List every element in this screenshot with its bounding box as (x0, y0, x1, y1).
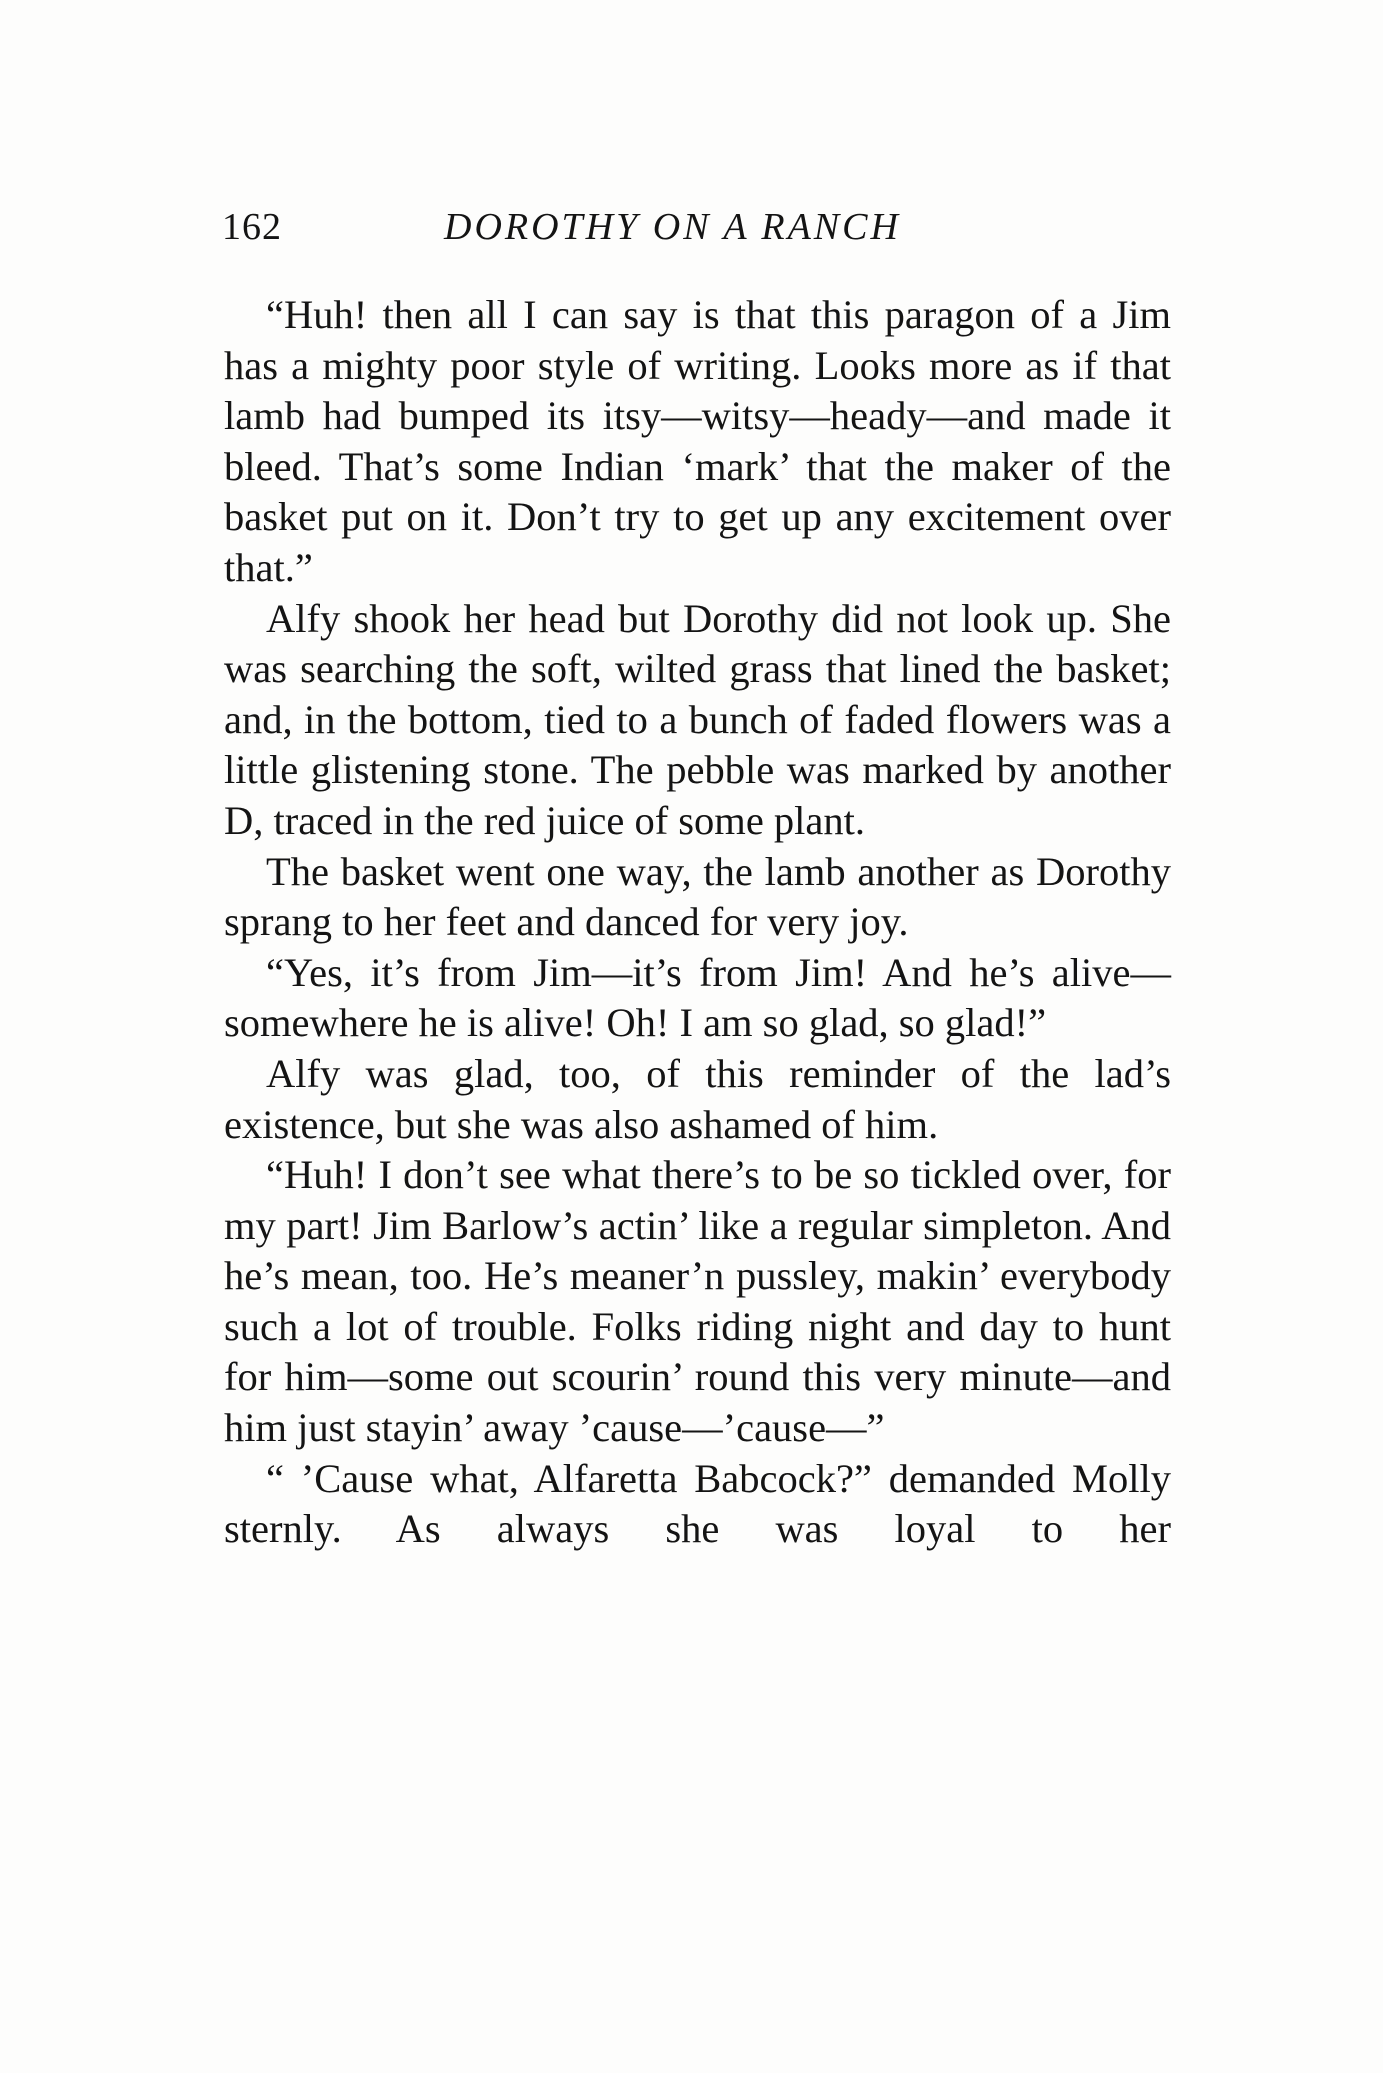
paragraph-4: “Yes, it’s from Jim—it’s from Jim! And he’s alive—somewhere he is alive! Oh! I am so glad, so glad!” (224, 949, 1171, 1046)
running-title: DOROTHY ON A RANCH (444, 206, 901, 248)
paragraph-2: Alfy shook her head but Dorothy did not look up. She was searching the soft, wilted grass that lined the basket; and, in the bottom, tied to a bunch of faded flowers was a little glistening stone. The pebble was marked by another D, traced in the red juice of some plant. (224, 595, 1171, 843)
paragraph-3: The basket went one way, the lamb another as Dorothy sprang to her feet and danced for very joy. (224, 848, 1171, 945)
running-head (222, 205, 1167, 265)
paragraph-5: Alfy was glad, too, of this reminder of the lad’s existence, but she was also ashamed of him. (224, 1050, 1171, 1147)
paragraph-6: “Huh! I don’t see what there’s to be so tickled over, for my part! Jim Barlow’s actin’ like a regular simpleton. And he’s mean, too. He’s meaner’n pussley, makin’ everybody such a lot of trouble. Folks riding night and day to hunt for him—some out scourin’ round this very minute—and him just stayin’ away ’cause—’cause—” (224, 1152, 1171, 1451)
body-text (224, 290, 1171, 1555)
paragraph-1: “Huh! then all I can say is that this paragon of a Jim has a mighty poor style of writing. Looks more as if that lamb had bumped its itsy—witsy—heady—and made it bleed. That’s some Indian ‘mark’ that the maker of the basket put on it. Don’t try to get up any excitement over that.” (224, 292, 1171, 590)
page-number: 162 (222, 206, 282, 248)
paragraph-7: “ ’Cause what, Alfaretta Babcock?” demanded Molly sternly. As always she was loyal to her (224, 1455, 1171, 1552)
